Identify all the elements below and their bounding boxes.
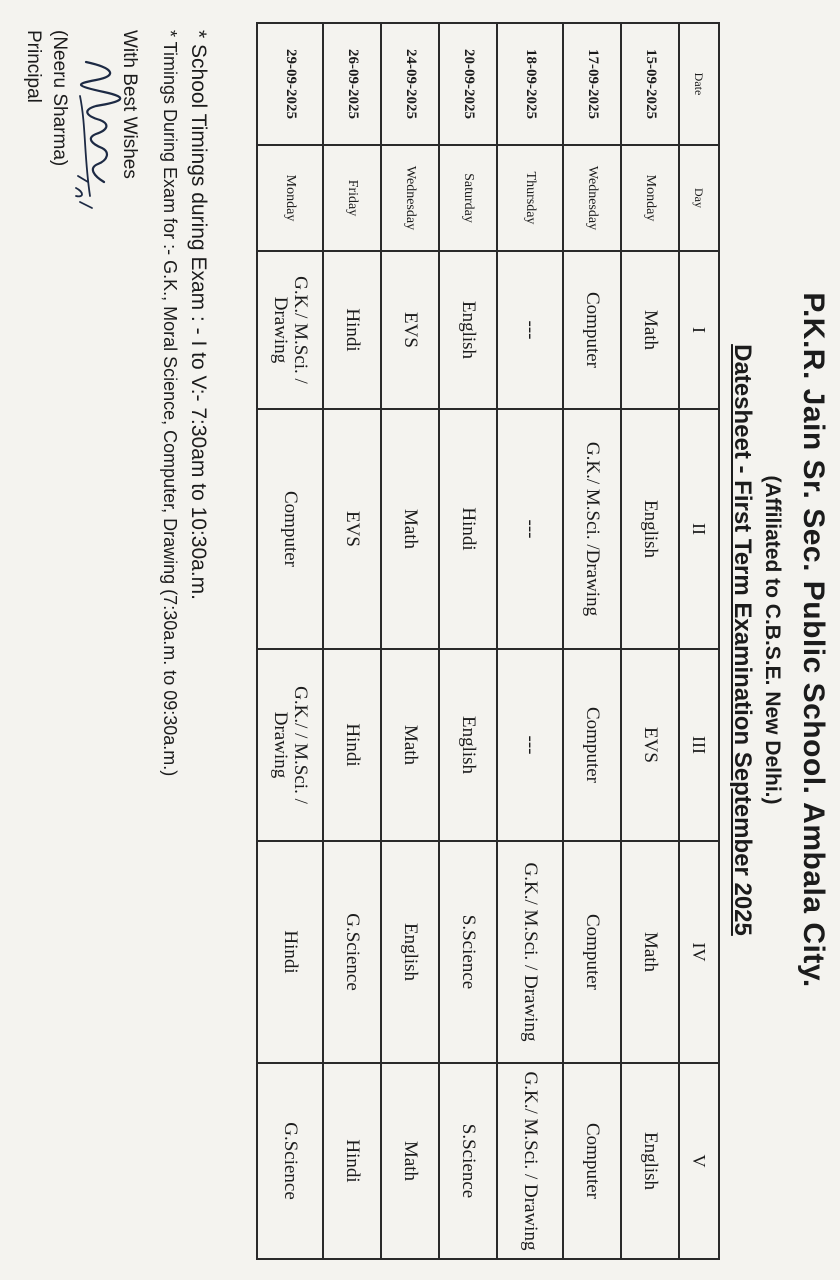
class-3-subject: English bbox=[439, 649, 497, 841]
class-3-subject: EVS bbox=[621, 649, 679, 841]
principal-signature bbox=[66, 56, 126, 216]
class-5-subject: English bbox=[621, 1063, 679, 1259]
class-4-subject: G.Science bbox=[323, 841, 381, 1063]
principal-name: (Neeru Sharma) bbox=[49, 30, 70, 167]
class-5-subject: S.Science bbox=[439, 1063, 497, 1259]
class-1-subject: Math bbox=[621, 251, 679, 409]
exam-date: 29-09-2025 bbox=[257, 23, 323, 145]
class-2-subject: English bbox=[621, 409, 679, 649]
class-3-subject: Hindi bbox=[323, 649, 381, 841]
class-4-subject: S.Science bbox=[439, 841, 497, 1063]
note-school-timings: * School Timings during Exam : - I to V:- 7:30am to 10:30a.m. bbox=[187, 30, 210, 600]
class-3-subject: --- bbox=[497, 649, 563, 841]
exam-day: Wednesday bbox=[381, 145, 439, 251]
exam-day: Monday bbox=[257, 145, 323, 251]
affiliation: (Affiliated to C.B.S.E. New Delhi.) bbox=[761, 475, 784, 805]
table-row bbox=[497, 23, 563, 1259]
column-header-day: Day bbox=[679, 145, 719, 251]
class-2-subject: Math bbox=[381, 409, 439, 649]
table-row bbox=[323, 23, 381, 1259]
table-row bbox=[563, 23, 621, 1259]
class-1-subject: English bbox=[439, 251, 497, 409]
datesheet-table bbox=[256, 22, 720, 1260]
class-1-subject: Hindi bbox=[323, 251, 381, 409]
exam-date: 15-09-2025 bbox=[621, 23, 679, 145]
principal-title: Principal bbox=[23, 30, 44, 103]
class-3-subject: Math bbox=[381, 649, 439, 841]
class-2-subject: G.K./ M.Sci. /Drawing bbox=[563, 409, 621, 649]
class-1-subject: Computer bbox=[563, 251, 621, 409]
best-wishes: With Best Wishes bbox=[119, 30, 140, 179]
class-5-subject: G.K./ M.Sci. / Drawing bbox=[497, 1063, 563, 1259]
class-5-subject: G.Science bbox=[257, 1063, 323, 1259]
notes bbox=[159, 30, 210, 776]
exam-day: Friday bbox=[323, 145, 381, 251]
exam-date: 24-09-2025 bbox=[381, 23, 439, 145]
column-header-class-3: III bbox=[679, 649, 719, 841]
school-name: P.K.R. Jain Sr. Sec. Public School. Ambala City. bbox=[797, 292, 830, 988]
class-4-subject: G.K./ M.Sci. / Drawing bbox=[497, 841, 563, 1063]
class-4-subject: Computer bbox=[563, 841, 621, 1063]
exam-day: Saturday bbox=[439, 145, 497, 251]
exam-date: 20-09-2025 bbox=[439, 23, 497, 145]
table-row bbox=[621, 23, 679, 1259]
class-1-subject: EVS bbox=[381, 251, 439, 409]
exam-day: Thursday bbox=[497, 145, 563, 251]
exam-date: 18-09-2025 bbox=[497, 23, 563, 145]
class-4-subject: Math bbox=[621, 841, 679, 1063]
column-header-class-4: IV bbox=[679, 841, 719, 1063]
exam-date: 17-09-2025 bbox=[563, 23, 621, 145]
note-exam-timings: * Timings During Exam for :- G.K., Moral Science, Computer, Drawing (7:30a.m. to 09:30a.m.) bbox=[160, 30, 180, 777]
class-3-subject: Computer bbox=[563, 649, 621, 841]
column-header-class-1: I bbox=[679, 251, 719, 409]
table-row bbox=[257, 23, 323, 1259]
class-5-subject: Math bbox=[381, 1063, 439, 1259]
column-header-date: Date bbox=[679, 23, 719, 145]
exam-day: Wednesday bbox=[563, 145, 621, 251]
class-4-subject: Hindi bbox=[257, 841, 323, 1063]
class-1-subject: G.K./ M.Sci. / Drawing bbox=[257, 251, 323, 409]
class-2-subject: --- bbox=[497, 409, 563, 649]
column-header-class-5: V bbox=[679, 1063, 719, 1259]
class-5-subject: Hindi bbox=[323, 1063, 381, 1259]
class-2-subject: Computer bbox=[257, 409, 323, 649]
class-2-subject: Hindi bbox=[439, 409, 497, 649]
table-header-row bbox=[679, 23, 719, 1259]
exam-day: Monday bbox=[621, 145, 679, 251]
class-4-subject: English bbox=[381, 841, 439, 1063]
datesheet-title: Datesheet - First Term Examination September 2025 bbox=[729, 344, 756, 936]
table-row bbox=[439, 23, 497, 1259]
column-header-class-2: II bbox=[679, 409, 719, 649]
table-row bbox=[381, 23, 439, 1259]
exam-date: 26-09-2025 bbox=[323, 23, 381, 145]
class-2-subject: EVS bbox=[323, 409, 381, 649]
class-3-subject: G.K./ / M.Sci. / Drawing bbox=[257, 649, 323, 841]
class-1-subject: --- bbox=[497, 251, 563, 409]
class-5-subject: Computer bbox=[563, 1063, 621, 1259]
